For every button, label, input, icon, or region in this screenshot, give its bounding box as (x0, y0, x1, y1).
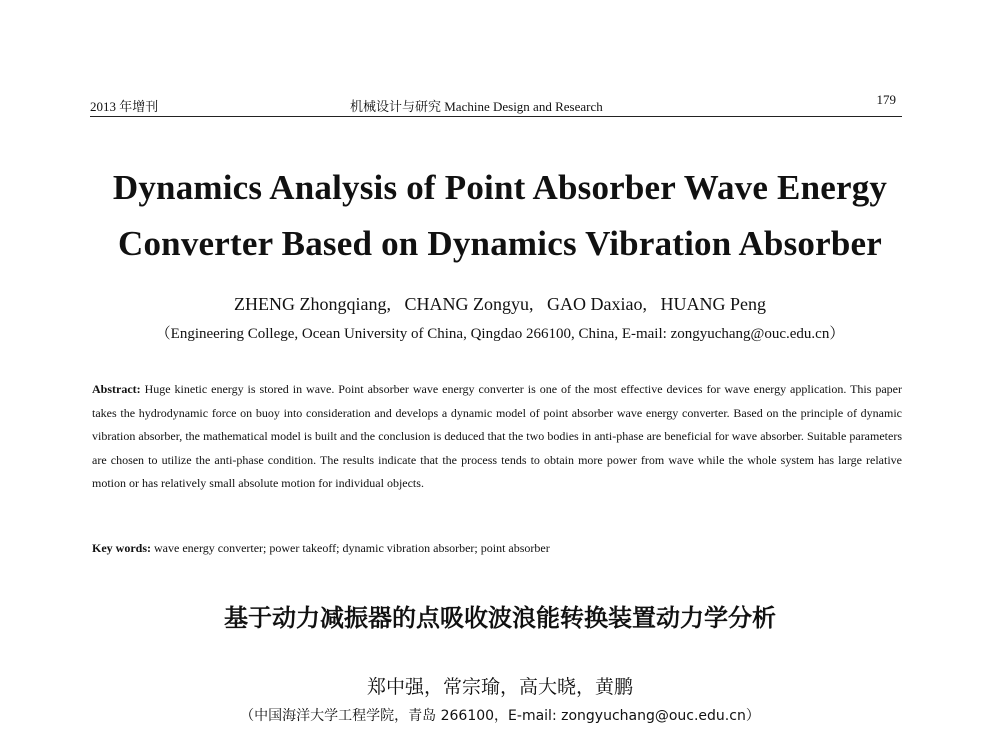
running-header (90, 92, 902, 114)
author-list: ZHENG Zhongqiang, CHANG Zongyu, GAO Daxiao, HUANG Peng (234, 294, 766, 314)
abstract (92, 378, 902, 496)
chinese-authors: 郑中强，常宗瑜，高大晓，黄鹏 (366, 676, 633, 698)
paper-title-line-1: Dynamics Analysis of Point Absorber Wave Energy (112, 168, 888, 207)
keywords-label: Key words: (92, 541, 151, 555)
chinese-title: 基于动力减振器的点吸收波浪能转换装置动力学分析 (224, 604, 776, 632)
affiliation: （Engineering College, Ocean University of China, Qingdao 266100, China, E-mail: zongyuchang@ouc.edu.cn） (155, 326, 845, 342)
journal-name: 机械设计与研究 Machine Design and Research (350, 99, 603, 114)
header-rule (90, 116, 902, 117)
chinese-affiliation: （中国海洋大学工程学院，青岛 266100，E-mail: zongyuchang@ouc.edu.cn） (240, 708, 760, 724)
keywords (92, 538, 902, 558)
journal-issue: 2013 年增刊 (90, 99, 159, 114)
paper-title (0, 160, 1000, 272)
keywords-text: wave energy converter; power takeoff; dynamic vibration absorber; point absorber (154, 541, 550, 555)
page-number: 179 (876, 92, 896, 107)
paper-title-line-2: Converter Based on Dynamics Vibration Absorber (118, 224, 882, 263)
abstract-text: Huge kinetic energy is stored in wave. Point absorber wave energy converter is one of the most effective devices for wave energy application. This paper takes the hydrodynamic force on buoy into consideration and develops a dynamic model of point absorber wave energy converter. Based on the principle of dynamic vibration absorber, the mathematical model is built and the conclusion is deduced that the two bodies in anti-phase are beneficial for wave absorber. Suitable parameters are chosen to utilize the anti-phase condition. The results indicate that the process tends to obtain more power from wave while the whole system has large relative motion or has relatively small absolute motion for individual objects. (92, 382, 902, 490)
abstract-label: Abstract: (92, 382, 141, 396)
